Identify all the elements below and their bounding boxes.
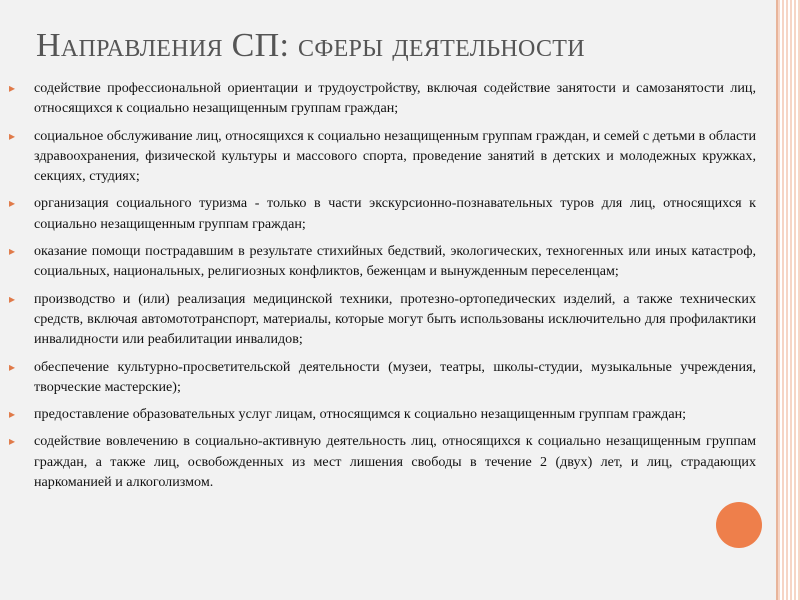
list-item-text: содействие профессиональной ориентации и трудоустройству, включая содействие занятости и самозанятости лиц, относящихся к социально незащищенным группам граждан; bbox=[34, 80, 756, 117]
bullet-arrow-icon: ▸ bbox=[9, 359, 16, 374]
bullet-list bbox=[8, 78, 756, 492]
list-item-text: производство и (или) реализация медицинской техники, протезно-ортопедических изделий, а также технических средств, включая автомототранспорт, материалы, которые могут быть использованы исключительно для профилактики инвалидности или реабилитации инвалидов; bbox=[34, 290, 756, 348]
list-item-text: социальное обслуживание лиц, относящихся к социально незащищенным группам граждан, и семей с детьми в области здравоохранения, физической культуры и массового спорта, проведение занятий в детских и молодежных кружках, секциях, студиях; bbox=[34, 127, 756, 185]
bullet-arrow-icon: ▸ bbox=[9, 434, 16, 449]
list-item bbox=[8, 289, 756, 350]
bullet-arrow-icon: ▸ bbox=[9, 244, 16, 259]
list-item-text: предоставление образовательных услуг лицам, относящимся к социально незащищенным группам граждан; bbox=[34, 406, 687, 423]
bullet-arrow-icon: ▸ bbox=[9, 81, 16, 95]
list-item-text: содействие вовлечению в социально-активную деятельность лиц, относящихся к социально незащищенным группам граждан, а также лиц, освобожденных из мест лишения свободы в течение 2 (двух) лет, и лиц, страдающих наркоманией и алкоголизмом. bbox=[34, 433, 756, 491]
list-item-text: обеспечение культурно-просветительской деятельности (музеи, театры, школы-студии, музыкальные учреждения, творческие мастерские); bbox=[34, 358, 756, 395]
bullet-arrow-icon: ▸ bbox=[9, 128, 16, 143]
list-item bbox=[8, 431, 756, 492]
list-item-text: оказание помощи пострадавшим в результате стихийных бедствий, экологических, техногенных или иных катастроф, социальных, национальных, религиозных конфликтов, беженцам и вынужденным переселенцам; bbox=[34, 243, 756, 280]
decorative-stripes bbox=[778, 0, 800, 600]
list-item bbox=[8, 241, 756, 282]
list-item bbox=[8, 193, 756, 234]
list-item bbox=[8, 357, 756, 398]
slide-content bbox=[8, 78, 756, 499]
slide-title: Направления СП: сферы деятельности bbox=[36, 27, 585, 64]
list-item-text: организация социального туризма - только в части экскурсионно-познавательных туров для лиц, относящихся к социально незащищенным группам граждан; bbox=[34, 195, 756, 232]
list-item bbox=[8, 126, 756, 187]
decorative-circle bbox=[716, 502, 762, 548]
list-item bbox=[8, 78, 756, 119]
list-item bbox=[8, 404, 756, 424]
bullet-arrow-icon: ▸ bbox=[9, 291, 16, 306]
bullet-arrow-icon: ▸ bbox=[9, 407, 16, 422]
bullet-arrow-icon: ▸ bbox=[9, 196, 16, 211]
